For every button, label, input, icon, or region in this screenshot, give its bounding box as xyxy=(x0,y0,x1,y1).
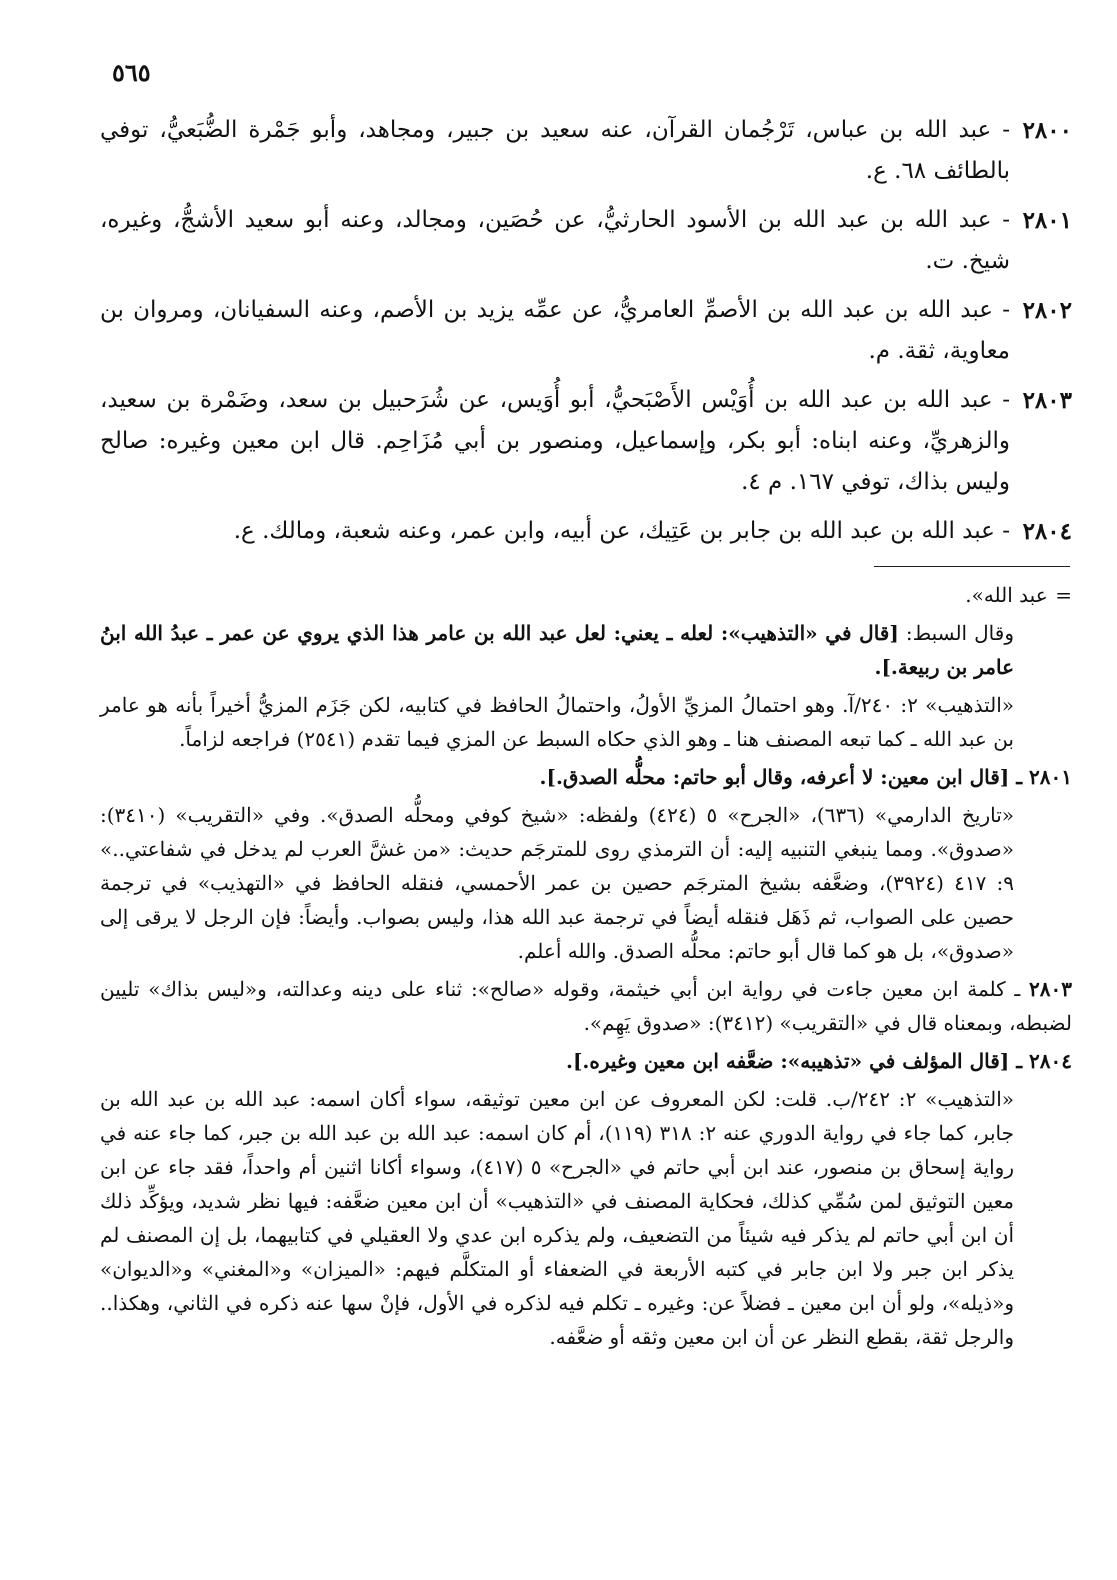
entry-number: ٢٨٠٢ xyxy=(1022,297,1072,324)
note-number: ٢٨٠١ xyxy=(1029,765,1072,789)
sibt-quote: [قال في «التذهيب»: لعله ـ يعني: لعل عبد الله بن عامر هذا الذي يروي عن عمر ـ عبدُ الله ابنُ عامر بن ربيعة.]. xyxy=(100,621,1014,679)
entry-2802 xyxy=(100,290,1072,372)
continuation-mark: = xyxy=(1055,583,1072,607)
note-number: ٢٨٠٤ xyxy=(1029,1049,1072,1073)
note-continuation xyxy=(100,578,1072,612)
entry-text: - عبد الله بن عبد الله بن الأصمِّ العامريُّ، عن عمِّه يزيد بن الأصم، وعنه السفيانان، ومروان بن معاوية، ثقة. م. xyxy=(100,297,1010,364)
entry-text: - عبد الله بن عباس، تَرْجُمان القرآن، عنه سعيد بن جبير، ومجاهد، وأبو جَمْرة الضُّبَعيُّ، توفي بالطائف ٦٨. ع. xyxy=(100,117,1010,184)
entry-2800 xyxy=(100,110,1072,192)
note-2801-head xyxy=(100,760,1072,794)
entry-text: - عبد الله بن عبد الله بن الأسود الحارثيُّ، عن حُصَين، ومجالد، وعنه أبو سعيد الأشجُّ، وغيره، شيخ. ت. xyxy=(100,207,1010,274)
note-2804-body: «التذهيب» ٢: ٢٤٢/ب. قلت: لكن المعروف عن ابن معين توثيقه، سواء أكان اسمه: عبد الله بن عبد الله بن جابر، كما جاء في رواية الدوري عنه ٢: ٣١٨ (١١٩)، أم كان اسمه: عبد الله بن عبد الله بن جبر، كما جاء عنه في رواية إسحاق بن منصور، عند ابن أبي حاتم في «الجرح» ٥ (٤١٧)، وسواء أكانا اثنين أم واحداً، فقد جاء عن ابن معين التوثيق لمن سُمِّي كذلك، فحكاية المصنف في «التذهيب» أن ابن معين ضعَّفه: فيها نظر شديد، ويؤكِّد ذلك أن ابن أبي حاتم لم يذكر فيه شيئاً من التضعيف، ولم يذكره ابن عدي ولا العقيلي في كتابيهما، بل إن المصنف لم يذكر ابن جبر ولا ابن جابر في كتبه الأربعة في الضعفاء أو المتكلَّم فيهم: «الميزان» و«المغني» و«الديوان» و«ذيله»، ولو أن ابن معين ـ فضلاً عن: وغيره ـ تكلم فيه لذكره في الأول، فإنْ سها عنه ذكره في الثاني، وهكذا.. والرجل ثقة، بقطع النظر عن أن ابن معين وثقه أو ضعَّفه. xyxy=(100,1087,1014,1349)
entry-number: ٢٨٠٠ xyxy=(1022,117,1072,144)
main-entries xyxy=(100,110,1072,560)
page-number: ٥٦٥ xyxy=(112,58,151,87)
sibt-intro: وقال السبط: xyxy=(898,621,1014,645)
entry-2801 xyxy=(100,200,1072,282)
footnotes xyxy=(100,578,1072,1358)
footnote-divider xyxy=(874,566,1070,567)
note-2803 xyxy=(100,972,1072,1040)
note-2804-head xyxy=(100,1044,1072,1078)
note-sibt xyxy=(100,616,1072,684)
note-text: ـ كلمة ابن معين جاءت في رواية ابن أبي خيثمة، وقوله «صالح»: ثناء على دينه وعدالته، و«ليس بذاك» تليين لضبطه، وبمعناه قال في «التقريب» (٣٤١٢): «صدوق يَهِم». xyxy=(100,977,1072,1035)
note-heading: ـ [قال المؤلف في «تذهيبه»: ضعَّفه ابن معين وغيره.]. xyxy=(565,1049,1023,1073)
note-heading: ـ [قال ابن معين: لا أعرفه، وقال أبو حاتم: محلُّه الصدق.]. xyxy=(539,765,1023,789)
entry-text: - عبد الله بن عبد الله بن جابر بن عَتِيك، عن أبيه، وابن عمر، وعنه شعبة، ومالك. ع. xyxy=(233,518,1010,544)
entry-text: - عبد الله بن عبد الله بن أُوَيْس الأَصْبَحيُّ، أبو أُوَيس، عن شُرَحبيل بن سعد، وضَمْرة بن سعيد، والزهريِّ، وعنه ابناه: أبو بكر، وإسماعيل، ومنصور بن أبي مُزَاحِم. قال ابن معين وغيره: صالح وليس بذاك، توفي ١٦٧. م ٤. xyxy=(100,387,1010,495)
entry-2803 xyxy=(100,380,1072,503)
note-number: ٢٨٠٣ xyxy=(1029,977,1072,1001)
entry-2804 xyxy=(100,511,1072,552)
entry-number: ٢٨٠١ xyxy=(1022,207,1072,234)
note-tahdhib: «التذهيب» ٢: ٢٤٠/آ. وهو احتمالُ المزيِّ الأولُ، واحتمالُ الحافظ في كتابيه، لكن جَزَم المزيُّ أخيراً بأنه هو عامر بن عبد الله ـ كما تبعه المصنف هنا ـ وهو الذي حكاه السبط عن المزي فيما تقدم (٢٥٤١) فراجعه لزاماً. xyxy=(100,693,1014,751)
continuation-text: عبد الله». xyxy=(965,583,1048,607)
note-2801-body: «تاريخ الدارمي» (٦٣٦)، «الجرح» ٥ (٤٢٤) ولفظه: «شيخ كوفي ومحلُّه الصدق». وفي «التقريب» (٣٤١٠): «صدوق». ومما ينبغي التنبيه إليه: أن الترمذي روى للمترجَم حديث: «من غشَّ العرب لم يدخل في شفاعتي..» ٩: ٤١٧ (٣٩٢٤)، وضعَّفه بشيخ المترجَم حصين بن عمر الأحمسي، فنقله الحافظ في «التهذيب» في ترجمة حصين على الصواب، ثم ذَهَل فنقله أيضاً في ترجمة عبد الله هذا، وليس بصواب. وأيضاً: فإن الرجل لا يرقى إلى «صدوق»، بل هو كما قال أبو حاتم: محلُّه الصدق. والله أعلم. xyxy=(100,803,1014,963)
entry-number: ٢٨٠٣ xyxy=(1022,387,1072,414)
entry-number: ٢٨٠٤ xyxy=(1022,518,1072,545)
